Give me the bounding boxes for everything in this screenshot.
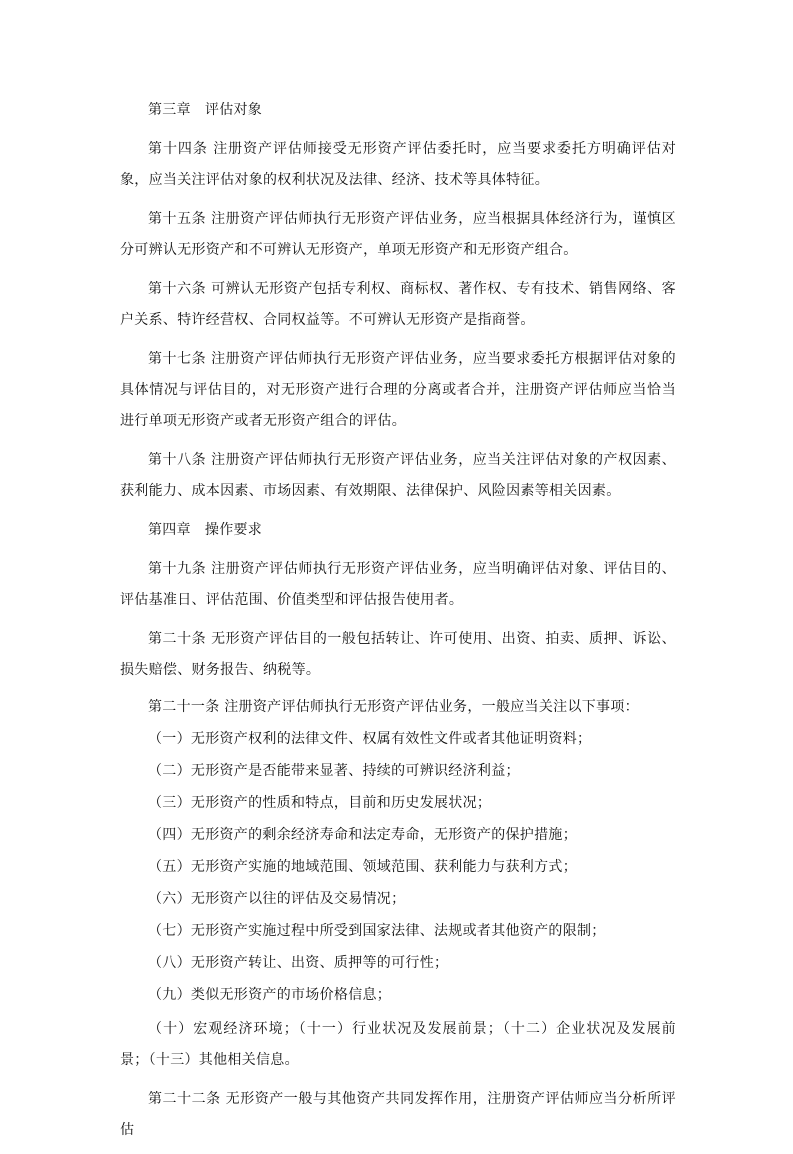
- article-15: 第十五条 注册资产评估师执行无形资产评估业务，应当根据具体经济行为，谨慎区分可辨认无形资产和不可辨认无形资产，单项无形资产和无形资产组合。: [120, 211, 676, 258]
- list-item: （八）无形资产转让、出资、质押等的可行性；: [148, 955, 449, 971]
- document-page: [120, 95, 676, 1154]
- article-16: 第十六条 可辨认无形资产包括专利权、商标权、著作权、专有技术、销售网络、客户关系、特许经营权、合同权益等。不可辨认无形资产是指商誉。: [120, 281, 676, 328]
- chapter-4-number: 第四章: [148, 522, 191, 538]
- list-item: （七）无形资产实施过程中所受到国家法律、法规或者其他资产的限制；: [148, 923, 606, 939]
- list-item-last: （十）宏观经济环境；（十一）行业状况及发展前景；（十二）企业状况及发展前景；（十三）其他相关信息。: [120, 1021, 676, 1068]
- article-18: 第十八条 注册资产评估师执行无形资产评估业务，应当关注评估对象的产权因素、获利能力、成本因素、市场因素、有效期限、法律保护、风险因素等相关因素。: [120, 452, 676, 499]
- list-item: （三）无形资产的性质和特点，目前和历史发展状况；: [148, 795, 492, 811]
- article-20: 第二十条 无形资产评估目的一般包括转让、许可使用、出资、拍卖、质押、诉讼、损失赔偿、财务报告、纳税等。: [120, 631, 676, 678]
- list-item: （五）无形资产实施的地域范围、领域范围、获利能力与获利方式；: [148, 859, 577, 875]
- list-item: （九）类似无形资产的市场价格信息；: [148, 987, 392, 1003]
- article-14: 第十四条 注册资产评估师接受无形资产评估委托时，应当要求委托方明确评估对象，应当关注评估对象的权利状况及法律、经济、技术等具体特征。: [120, 141, 676, 188]
- chapter-4-heading: [120, 515, 676, 546]
- article-22: 第二十二条 无形资产一般与其他资产共同发挥作用，注册资产评估师应当分析所评估: [120, 1091, 676, 1138]
- chapter-3-heading: [120, 95, 676, 126]
- chapter-3-title: 评估对象: [204, 102, 263, 118]
- article-21: 第二十一条 注册资产评估师执行无形资产评估业务，一般应当关注以下事项：: [148, 699, 639, 715]
- article-19: 第十九条 注册资产评估师执行无形资产评估业务，应当明确评估对象、评估目的、评估基准日、评估范围、价值类型和评估报告使用者。: [120, 561, 676, 608]
- article-17: 第十七条 注册资产评估师执行无形资产评估业务，应当要求委托方根据评估对象的具体情况与评估目的，对无形资产进行合理的分离或者合并，注册资产评估师应当恰当进行单项无形资产或者无形资产组合的评估。: [120, 351, 676, 429]
- list-item: （二）无形资产是否能带来显著、持续的可辨识经济利益；: [148, 763, 520, 779]
- list-item: （一）无形资产权利的法律文件、权属有效性文件或者其他证明资料；: [148, 731, 592, 747]
- chapter-4-title: 操作要求: [204, 522, 263, 538]
- chapter-3-number: 第三章: [148, 102, 191, 118]
- list-item: （四）无形资产的剩余经济寿命和法定寿命，无形资产的保护措施；: [148, 827, 577, 843]
- list-item: （六）无形资产以往的评估及交易情况；: [148, 891, 406, 907]
